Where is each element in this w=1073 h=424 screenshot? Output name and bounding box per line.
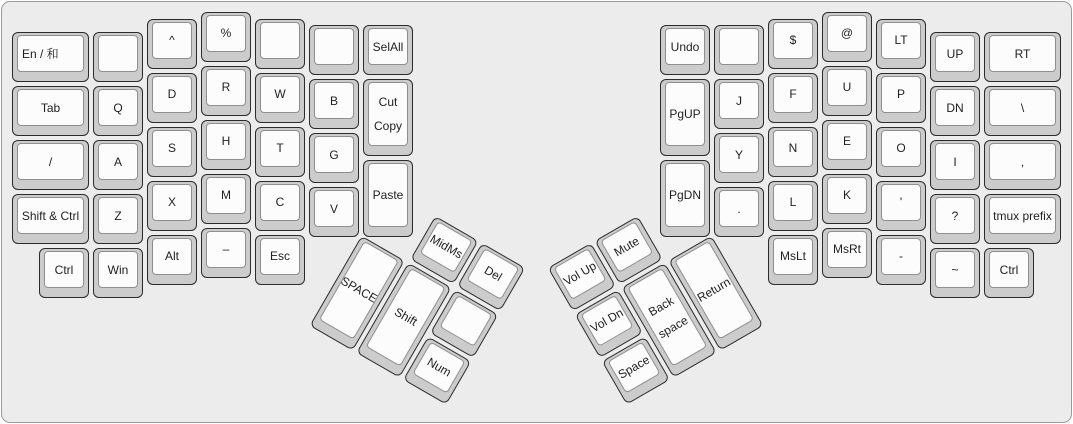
key-u-cap: U [827, 69, 867, 106]
key-h-cap: H [206, 123, 246, 160]
key-pgdn[interactable] [660, 160, 710, 237]
key-e-cap: E [827, 123, 867, 160]
key-rt-cap: RT [989, 35, 1056, 72]
key-blank[interactable] [93, 32, 143, 82]
key-pgup-cap: PgUP [665, 82, 705, 146]
key-space-right-cap: Space [607, 341, 660, 393]
key-p-cap: P [881, 76, 921, 113]
key-dollar[interactable] [768, 19, 818, 69]
key-tmux-prefix[interactable] [984, 194, 1061, 244]
key-h[interactable] [201, 120, 251, 170]
key-dash-cap: – [206, 231, 246, 268]
key-l[interactable] [768, 181, 818, 231]
key-b-cap: B [314, 82, 354, 119]
key-esc-cap: Esc [260, 238, 300, 275]
key-n[interactable] [768, 127, 818, 177]
key-dash[interactable] [201, 228, 251, 278]
key-lt[interactable] [876, 19, 926, 69]
key-del-cap: Del [467, 248, 520, 300]
key-m-cap: M [206, 177, 246, 214]
key-question[interactable] [930, 194, 980, 244]
key-blank-cap [260, 22, 300, 59]
key-comma[interactable] [984, 140, 1061, 190]
key-k-cap: K [827, 177, 867, 214]
key-q-cap: Q [98, 89, 138, 126]
key-blank[interactable] [714, 25, 764, 75]
key-ctrl-right-cap: Ctrl [989, 251, 1029, 288]
key-backslash[interactable] [984, 86, 1061, 136]
key-mslt[interactable] [768, 235, 818, 285]
key-tilde-cap: ~ [935, 251, 975, 288]
key-msrt[interactable] [822, 228, 872, 278]
key-n-cap: N [773, 130, 813, 167]
key-slash-cap: / [17, 143, 84, 180]
key-blank[interactable] [309, 25, 359, 75]
key-backspace-cap: Back space [627, 267, 707, 366]
key-paste[interactable] [363, 160, 413, 237]
key-x[interactable] [147, 181, 197, 231]
key-selall-cap: SelAll [368, 28, 408, 65]
key-up-cap: UP [935, 35, 975, 72]
key-o-cap: O [881, 130, 921, 167]
key-up[interactable] [930, 32, 980, 82]
key-r[interactable] [201, 66, 251, 116]
key-midms-cap: MidMs [420, 221, 473, 273]
key-p[interactable] [876, 73, 926, 123]
key-dollar-cap: $ [773, 22, 813, 59]
key-f[interactable] [768, 73, 818, 123]
key-y-cap: Y [719, 136, 759, 173]
key-msrt-cap: MsRt [827, 231, 867, 268]
key-apostrophe[interactable] [876, 181, 926, 231]
key-paste-cap: Paste [368, 163, 408, 227]
key-cut-copy[interactable] [363, 79, 413, 156]
key-selall[interactable] [363, 25, 413, 75]
key-x-cap: X [152, 184, 192, 221]
key-m[interactable] [201, 174, 251, 224]
key-hyphen-cap: - [881, 238, 921, 275]
key-k[interactable] [822, 174, 872, 224]
key-c-cap: C [260, 184, 300, 221]
key-blank-cap [314, 28, 354, 65]
key-t-cap: T [260, 130, 300, 167]
key-num-cap: Num [413, 341, 466, 393]
key-esc[interactable] [255, 235, 305, 285]
key-tilde[interactable] [930, 248, 980, 298]
key-z-cap: Z [98, 197, 138, 234]
key-tab[interactable] [12, 86, 89, 136]
key-y[interactable] [714, 133, 764, 183]
key-e[interactable] [822, 120, 872, 170]
key-w-cap: W [260, 76, 300, 113]
key-at-cap: @ [827, 15, 867, 52]
key-ctrl-left[interactable] [39, 248, 89, 298]
key-period-cap: . [719, 190, 759, 227]
key-comma-cap: , [989, 143, 1056, 180]
key-a-cap: A [98, 143, 138, 180]
key-rt[interactable] [984, 32, 1061, 82]
key-ctrl-left-cap: Ctrl [44, 251, 84, 288]
key-pgup[interactable] [660, 79, 710, 156]
key-at[interactable] [822, 12, 872, 62]
key-z[interactable] [93, 194, 143, 244]
key-r-cap: R [206, 69, 246, 106]
key-apostrophe-cap: ' [881, 184, 921, 221]
key-undo-cap: Undo [665, 28, 705, 65]
key-pgdn-cap: PgDN [665, 163, 705, 227]
key-g[interactable] [309, 133, 359, 183]
key-w[interactable] [255, 73, 305, 123]
key-blank[interactable] [255, 19, 305, 69]
key-i[interactable] [930, 140, 980, 190]
key-d[interactable] [147, 73, 197, 123]
key-vol-up-cap: Vol Up [553, 248, 606, 300]
key-c[interactable] [255, 181, 305, 231]
key-j-cap: J [719, 82, 759, 119]
key-j[interactable] [714, 79, 764, 129]
key-undo[interactable] [660, 25, 710, 75]
key-shift-cap: Shift [366, 267, 446, 366]
key-percent-cap: % [206, 15, 246, 52]
key-en-wa[interactable] [12, 32, 89, 82]
key-l-cap: L [773, 184, 813, 221]
key-b[interactable] [309, 79, 359, 129]
key-alt-cap: Alt [152, 238, 192, 275]
key-en-wa-cap: En / 和 [17, 35, 84, 72]
key-a[interactable] [93, 140, 143, 190]
key-alt[interactable] [147, 235, 197, 285]
key-g-cap: G [314, 136, 354, 173]
key-d-cap: D [152, 76, 192, 113]
key-backslash-cap: \ [989, 89, 1056, 126]
key-ctrl-right[interactable] [984, 248, 1034, 298]
key-question-cap: ? [935, 197, 975, 234]
key-hyphen[interactable] [876, 235, 926, 285]
key-u[interactable] [822, 66, 872, 116]
key-s-cap: S [152, 130, 192, 167]
key-mute-cap: Mute [600, 221, 653, 273]
key-win[interactable] [93, 248, 143, 298]
key-t[interactable] [255, 127, 305, 177]
key-shift-ctrl-cap: Shift & Ctrl [17, 197, 84, 234]
key-tab-cap: Tab [17, 89, 84, 126]
key-s[interactable] [147, 127, 197, 177]
key-caret-cap: ^ [152, 22, 192, 59]
key-percent[interactable] [201, 12, 251, 62]
key-space-left-cap: SPACE [319, 240, 399, 339]
key-i-cap: I [935, 143, 975, 180]
key-o[interactable] [876, 127, 926, 177]
key-v[interactable] [309, 187, 359, 237]
key-dn[interactable] [930, 86, 980, 136]
key-win-cap: Win [98, 251, 138, 288]
key-v-cap: V [314, 190, 354, 227]
key-blank-cap [98, 35, 138, 72]
key-lt-cap: LT [881, 22, 921, 59]
key-tmux-prefix-cap: tmux prefix [989, 197, 1056, 234]
key-blank-cap [719, 28, 759, 65]
key-period[interactable] [714, 187, 764, 237]
key-vol-dn-cap: Vol Dn [580, 294, 633, 346]
key-dn-cap: DN [935, 89, 975, 126]
key-caret[interactable] [147, 19, 197, 69]
key-f-cap: F [773, 76, 813, 113]
key-shift-ctrl[interactable] [12, 194, 89, 244]
key-mslt-cap: MsLt [773, 238, 813, 275]
key-return-cap: Return [674, 240, 754, 339]
key-cut-copy-cap: Cut Copy [368, 82, 408, 146]
key-q[interactable] [93, 86, 143, 136]
key-slash[interactable] [12, 140, 89, 190]
